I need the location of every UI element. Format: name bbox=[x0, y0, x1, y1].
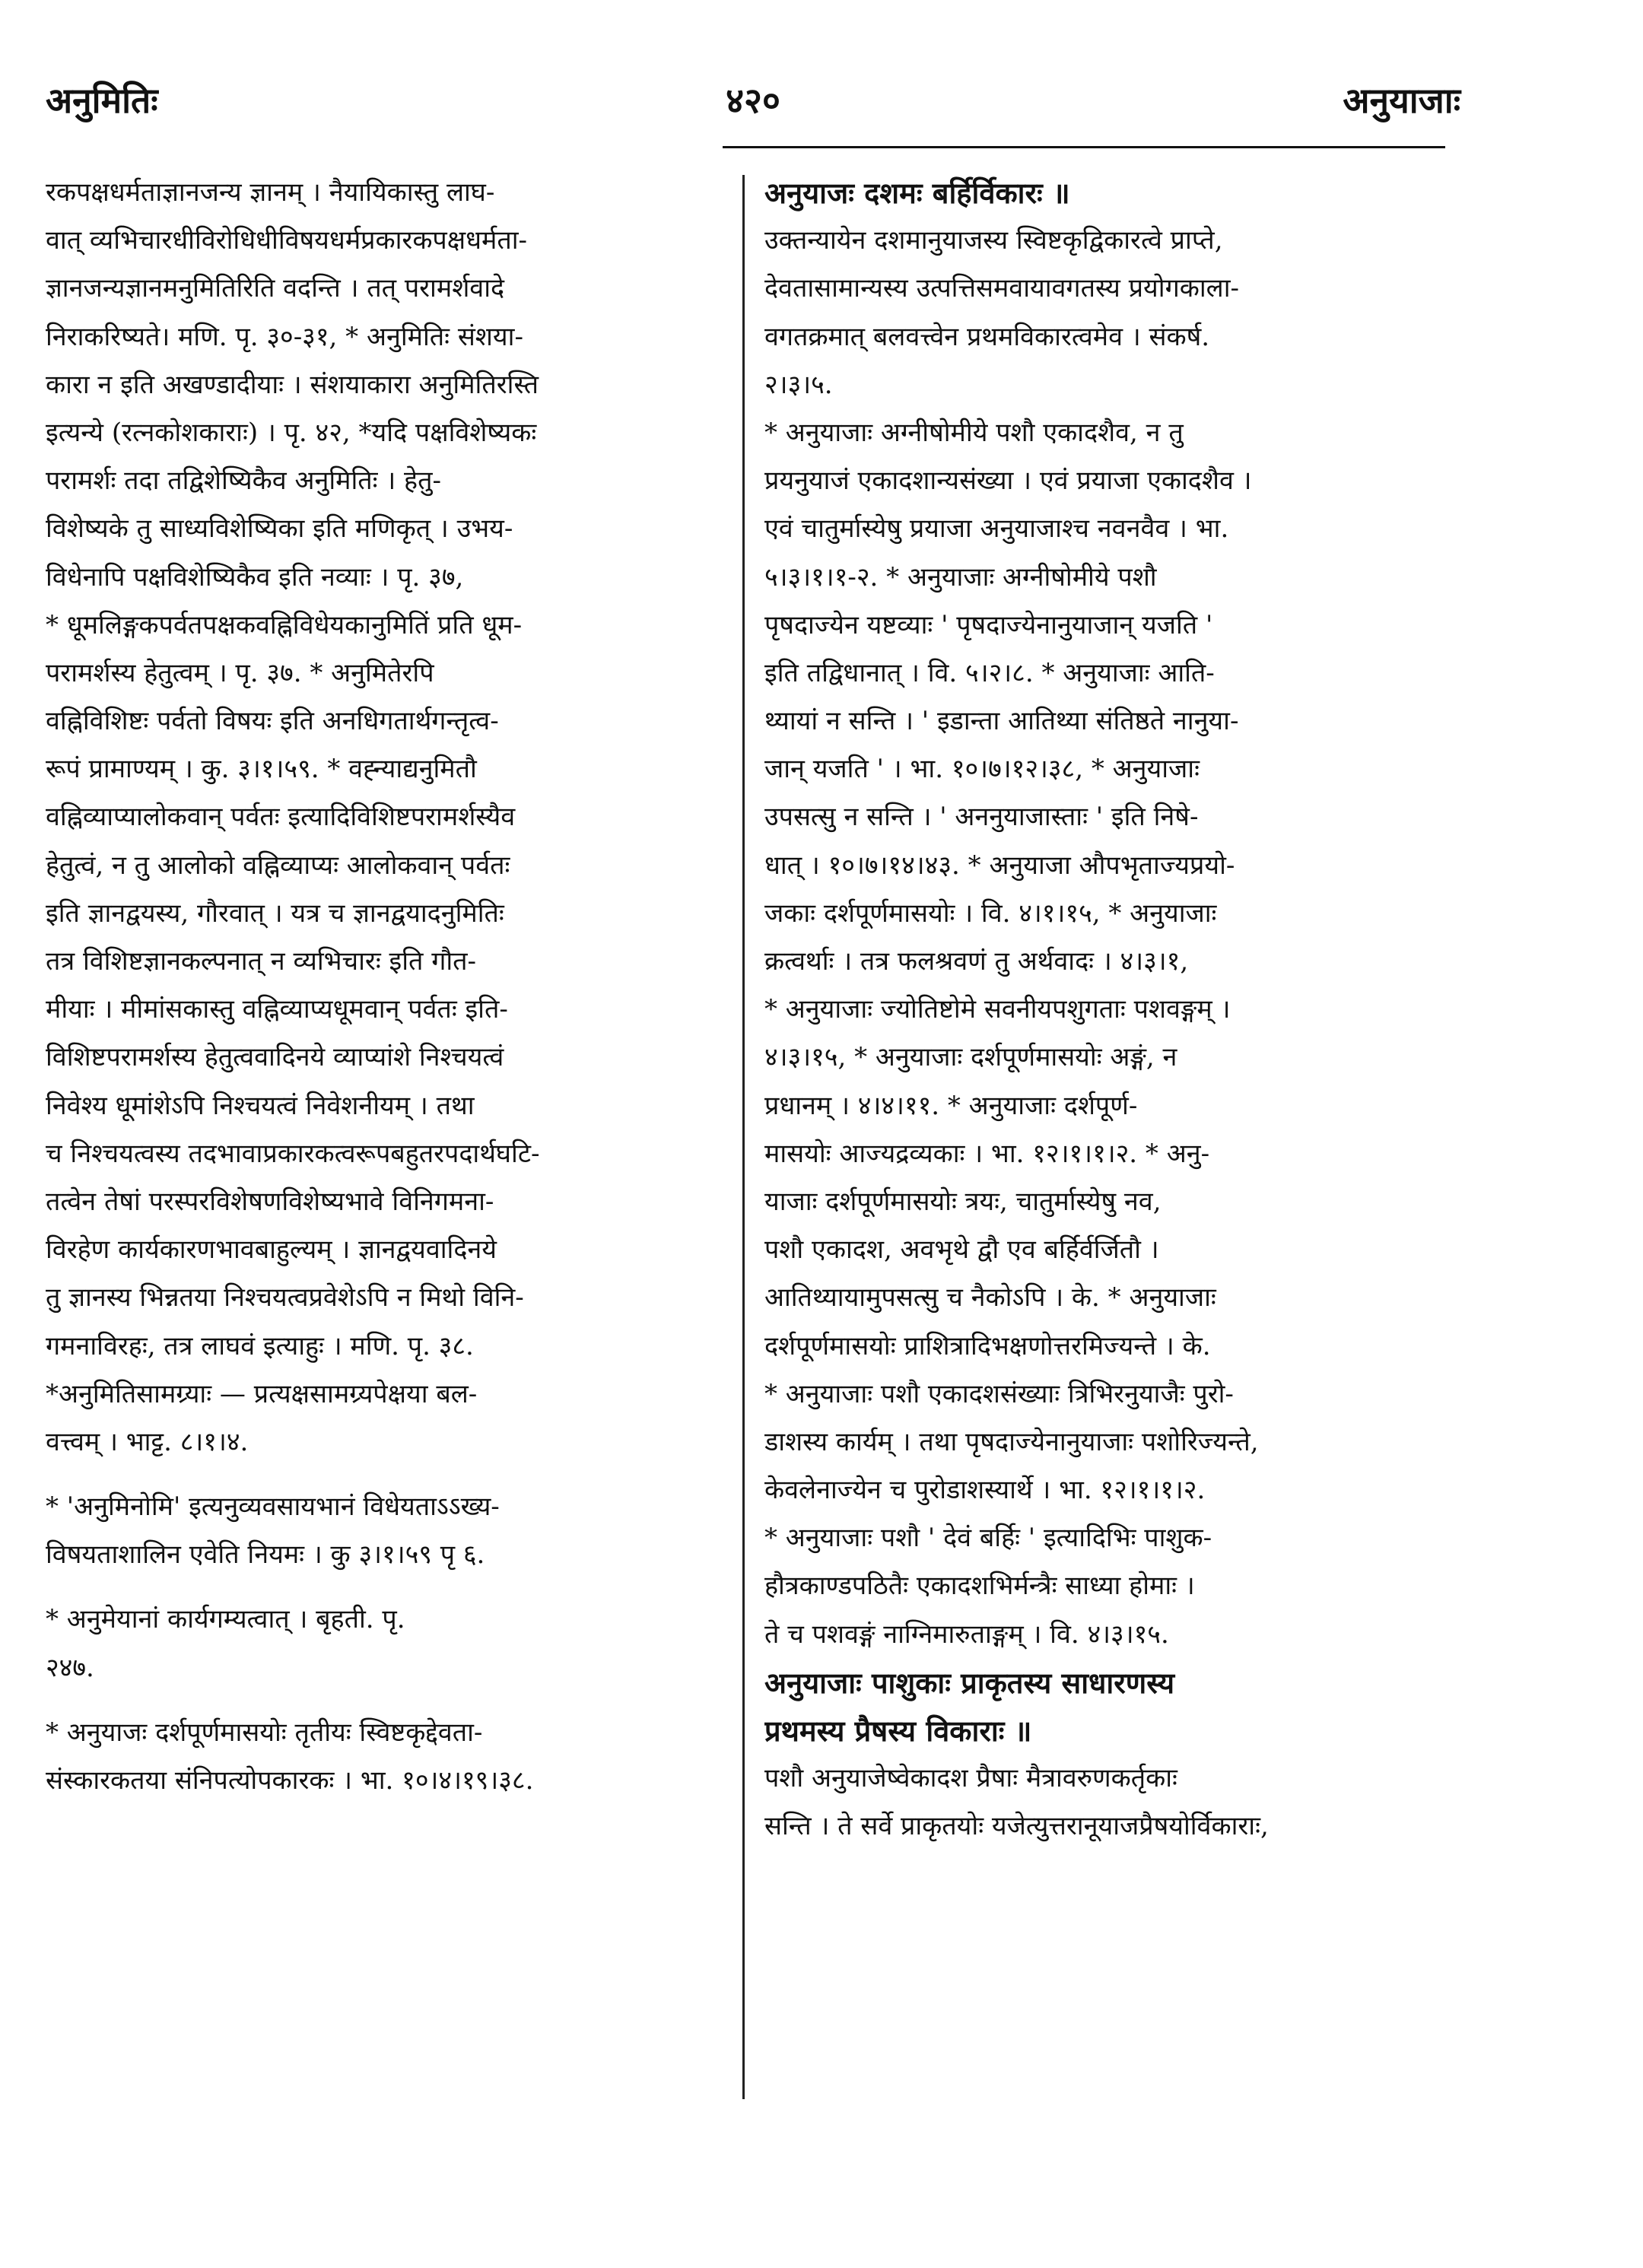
text-line: * अनुयाजाः पशौ ' देवं बर्हिः ' इत्यादिभिः पाशुक- bbox=[764, 1523, 1212, 1554]
text-line: वह्निविशिष्टः पर्वतो विषयः इति अनधिगतार्थगन्तृत्व- bbox=[46, 706, 499, 737]
text-line: पृषदाज्येन यष्टव्याः ' पृषदाज्येनानुयाजान् यजति ' bbox=[764, 609, 1213, 640]
text-line: * अनुयाजाः पशौ एकादशसंख्याः त्रिभिरनुयाजैः पुरो- bbox=[764, 1378, 1234, 1409]
text-line: इति तद्विधानात् । वि. ५।२।८. * अनुयाजाः आति- bbox=[764, 657, 1215, 688]
page-header bbox=[46, 76, 1460, 145]
text-line: ५।३।१।१-२. * अनुयाजाः अग्नीषोमीये पशौ bbox=[764, 561, 1157, 592]
text-line: * धूमलिङ्गकपर्वतपक्षकवह्निविधेयकानुमितिं प्रति धूम- bbox=[46, 609, 523, 640]
text-line: गमनाविरहः, तत्र लाघवं इत्याहुः । मणि. पृ. ३८. bbox=[46, 1330, 474, 1361]
paragraph-gap bbox=[46, 1466, 730, 1483]
text-line: हौत्रकाण्डपठितैः एकादशभिर्मन्त्रैः साध्या होमाः । bbox=[764, 1571, 1195, 1602]
text-line: तत्र विशिष्टज्ञानकल्पनात् न व्यभिचारः इति गौत- bbox=[46, 946, 477, 977]
text-line: कारा न इति अखण्डादीयाः । संशयाकारा अनुमितिरस्ति bbox=[46, 369, 539, 400]
text-line: क्रत्वर्थाः । तत्र फलश्रवणं तु अर्थवादः । ४।३।१, bbox=[764, 946, 1189, 977]
text-line: मीयाः । मीमांसकास्तु वह्निव्याप्यधूमवान् पर्वतः इति- bbox=[46, 994, 508, 1025]
text-line: विशिष्टपरामर्शस्य हेतुत्ववादिनये व्याप्यांशे निश्चयत्वं bbox=[46, 1042, 504, 1073]
text-line: वगतक्रमात् बलवत्त्वेन प्रथमविकारत्वमेव । संकर्ष. bbox=[764, 321, 1210, 352]
text-line: पशौ अनुयाजेष्वेकादश प्रैषाः मैत्रावरुणकर्तृकाः bbox=[764, 1763, 1177, 1794]
paragraph-gap bbox=[46, 1692, 730, 1709]
text-line: * 'अनुमिनोमि' इत्यनुव्यवसायभानं विधेयताऽऽख्य- bbox=[46, 1491, 500, 1523]
text-line: इत्यन्ये (रत्नकोशकाराः) । पृ. ४२, *यदि पक्षविशेष्यकः bbox=[46, 417, 537, 448]
text-line: *अनुमितिसामग्र्याः — प्रत्यक्षसामग्र्यपेक्षया बल- bbox=[46, 1378, 478, 1409]
text-line: देवतासामान्यस्य उत्पत्तिसमवायावगतस्य प्रयोगकाला- bbox=[764, 273, 1239, 304]
text-line: हेतुत्वं, न तु आलोको वह्निव्याप्यः आलोकवान् पर्वतः bbox=[46, 850, 510, 881]
text-line: प्रधानम् । ४।४।११. * अनुयाजाः दर्शपूर्ण- bbox=[764, 1090, 1138, 1121]
text-line: ४।३।१५, * अनुयाजाः दर्शपूर्णमासयोः अङ्गं, न bbox=[764, 1042, 1177, 1073]
section-heading: प्रथमस्य प्रैषस्य विकाराः ॥ bbox=[764, 1714, 1032, 1748]
section-heading: अनुयाजाः पाशुकाः प्राकृतस्य साधारणस्य bbox=[764, 1665, 1175, 1700]
page-number: ४२० bbox=[726, 80, 780, 121]
text-line: रकपक्षधर्मताज्ञानजन्य ज्ञानम् । नैयायिकास्तु लाघ- bbox=[46, 177, 495, 208]
text-line: ज्ञानजन्यज्ञानमनुमितिरिति वदन्ति । तत् परामर्शवादे bbox=[46, 273, 505, 304]
text-line: संस्कारकतया संनिपत्योपकारकः । भा. १०।४।१९।३८. bbox=[46, 1765, 534, 1796]
text-line: याजाः दर्शपूर्णमासयोः त्रयः, चातुर्मास्येषु नव, bbox=[764, 1186, 1162, 1217]
text-line: उपसत्सु न सन्ति । ' अननुयाजास्ताः ' इति निषे- bbox=[764, 802, 1199, 833]
running-head-right: अनुयाजाः bbox=[1343, 80, 1460, 121]
text-line: आतिथ्यायामुपसत्सु च नैकोऽपि । के. * अनुयाजाः bbox=[764, 1282, 1216, 1313]
text-line: इति ज्ञानद्वयस्य, गौरवात् । यत्र च ज्ञानद्वयादनुमितिः bbox=[46, 897, 504, 929]
text-line: वह्निव्याप्यालोकवान् पर्वतः इत्यादिविशिष्टपरामर्शस्यैव bbox=[46, 802, 516, 833]
text-line: * अनुयाजः दर्शपूर्णमासयोः तृतीयः स्विष्टकृद्देवता- bbox=[46, 1717, 483, 1748]
text-line: थ्यायां न सन्ति । ' इडान्ता आतिथ्या संतिष्ठते नानुया- bbox=[764, 706, 1239, 737]
text-line: प्रयनुयाजं एकादशान्यसंख्या । एवं प्रयाजा एकादशैव । bbox=[764, 465, 1252, 497]
text-line: विशेष्यके तु साध्यविशेष्यिका इति मणिकृत् । उभय- bbox=[46, 513, 513, 545]
text-line: * अनुयाजाः ज्योतिष्टोमे सवनीयपशुगताः पशवङ्गम् । bbox=[764, 994, 1231, 1025]
text-line: * अनुमेयानां कार्यगम्यत्वात् । बृहती. पृ. bbox=[46, 1604, 405, 1635]
text-line: निवेश्य धूमांशेऽपि निश्चयत्वं निवेशनीयम् । तथा bbox=[46, 1090, 475, 1121]
paragraph-gap bbox=[46, 1579, 730, 1596]
text-line: उक्तन्यायेन दशमानुयाजस्य स्विष्टकृद्विकारत्वे प्राप्ते, bbox=[764, 225, 1223, 256]
text-line: च निश्चयत्वस्य तदभावाप्रकारकत्वरूपबहुतरपदार्थघटि- bbox=[46, 1138, 540, 1169]
section-heading: अनुयाजः दशमः बर्हिर्विकारः ॥ bbox=[764, 176, 1070, 210]
text-line: निराकरिष्यते। मणि. पृ. ३०-३१, * अनुमितिः संशया- bbox=[46, 321, 523, 352]
header-rule bbox=[723, 146, 1445, 148]
right-column bbox=[764, 169, 1453, 1851]
text-line: ते च पशवङ्गं नाग्निमारुताङ्गम् । वि. ४।३।१५. bbox=[764, 1618, 1169, 1650]
text-line: परामर्शस्य हेतुत्वम् । पृ. ३७. * अनुमितेरपि bbox=[46, 657, 434, 688]
text-line: जान् यजति ' । भा. १०।७।१२।३८, * अनुयाजाः bbox=[764, 754, 1200, 785]
text-line: वत्त्वम् । भाट्ट. ८।१।४. bbox=[46, 1426, 249, 1457]
text-line: केवलेनाज्येन च पुरोडाशस्यार्थे । भा. १२।१।१।२. bbox=[764, 1475, 1206, 1506]
text-line: मासयोः आज्यद्रव्यकाः । भा. १२।१।१।२. * अनु- bbox=[764, 1138, 1210, 1169]
text-line: एवं चातुर्मास्येषु प्रयाजा अनुयाजाश्च नवनवैव । भा. bbox=[764, 513, 1229, 545]
text-line: डाशस्य कार्यम् । तथा पृषदाज्येनानुयाजाः पशोरिज्यन्ते, bbox=[764, 1426, 1259, 1457]
text-line: दर्शपूर्णमासयोः प्राशित्रादिभक्षणोत्तरमिज्यन्ते । के. bbox=[764, 1330, 1211, 1361]
text-line: विधेनापि पक्षविशेष्यिकैव इति नव्याः । पृ. ३७, bbox=[46, 561, 464, 592]
text-line: रूपं प्रामाण्यम् । कु. ३।१।५९. * वह्न्याद्यनुमितौ bbox=[46, 754, 477, 785]
text-line: विरहेण कार्यकारणभावबाहुल्यम् । ज्ञानद्वयवादिनये bbox=[46, 1234, 497, 1266]
text-line: पशौ एकादश, अवभृथे द्वौ एव बर्हिर्वर्जितौ । bbox=[764, 1234, 1159, 1266]
text-line: सन्ति । ते सर्वे प्राकृतयोः यजेत्युत्तरानूयाजप्रैषयोर्विकाराः, bbox=[764, 1811, 1269, 1842]
text-line: * अनुयाजाः अग्नीषोमीये पशौ एकादशैव, न तु bbox=[764, 417, 1184, 448]
text-line: २।३।५. bbox=[764, 369, 833, 400]
text-line: तत्वेन तेषां परस्परविशेषणविशेष्यभावे विनिगमना- bbox=[46, 1186, 494, 1217]
text-line: विषयताशालिन एवेति नियमः । कु ३।१।५९ पृ ६. bbox=[46, 1539, 485, 1571]
running-head-left: अनुमितिः bbox=[46, 80, 158, 121]
text-line: परामर्शः तदा तद्विशेष्यिकैव अनुमितिः । हेतु- bbox=[46, 465, 441, 497]
text-line: जकाः दर्शपूर्णमासयोः । वि. ४।१।१५, * अनुयाजाः bbox=[764, 897, 1217, 929]
text-line: २४७. bbox=[46, 1652, 94, 1683]
column-divider bbox=[742, 175, 745, 2099]
page-edge-marks bbox=[1613, 0, 1643, 2268]
left-column bbox=[46, 169, 730, 1805]
text-line: वात् व्यभिचारधीविरोधिधीविषयधर्मप्रकारकपक्षधर्मता- bbox=[46, 225, 528, 256]
text-line: तु ज्ञानस्य भिन्नतया निश्चयत्वप्रवेशेऽपि न मिथो विनि- bbox=[46, 1282, 524, 1313]
text-line: धात् । १०।७।१४।४३. * अनुयाजा औपभृताज्यप्रयो- bbox=[764, 850, 1235, 881]
